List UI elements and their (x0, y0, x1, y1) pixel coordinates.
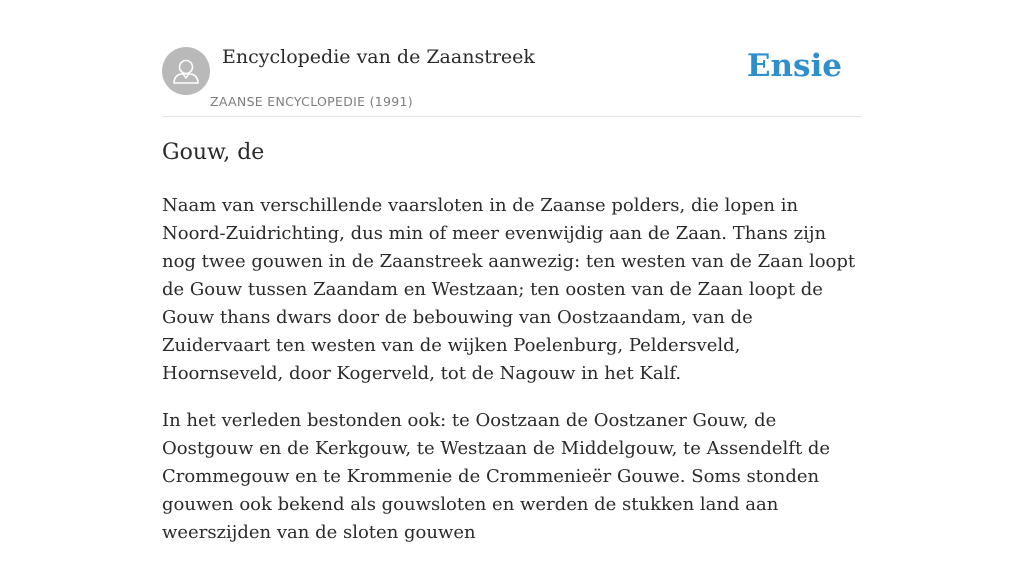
article-headword: Gouw, de (162, 140, 265, 165)
user-silhouette-icon[interactable] (162, 47, 210, 95)
article-paragraph: Naam van verschillende vaarsloten in de Zaanse polders, die lopen in Noord-Zuidrichting, dus min of meer evenwijdig aan de Zaan. Thans zijn nog twee gouwen in de Zaanstreek aanwezig: ten westen van de Zaan loopt de Gouw tussen Zaandam en Westzaan; ten oosten van de Zaan loopt de Gouw thans dwars door de bebouwing van Oostzaandam, van de Zuidervaart ten westen van de wijken Poelenburg, Peldersveld, Hoornseveld, door Kogerveld, tot de Nagouw in het Kalf. (162, 195, 856, 384)
source-header (162, 46, 862, 117)
article-paragraph: In het verleden bestonden ook: te Oostzaan de Oostzaner Gouw, de Oostgouw en de Kerkgouw, te Westzaan de Middelgouw, te Assendelft de Crommegouw en te Krommenie de Crommenieër Gouwe. Soms stonden gouwen ook bekend als gouwsloten en werden de stukken land aan weerszijden van de sloten gouwen (162, 410, 831, 543)
ensie-logo-link[interactable]: Ensie (746, 48, 842, 84)
source-subtitle: ZAANSE ENCYCLOPEDIE (1991) (210, 94, 413, 109)
article-body (162, 192, 862, 566)
source-title[interactable]: Encyclopedie van de Zaanstreek (222, 46, 535, 68)
